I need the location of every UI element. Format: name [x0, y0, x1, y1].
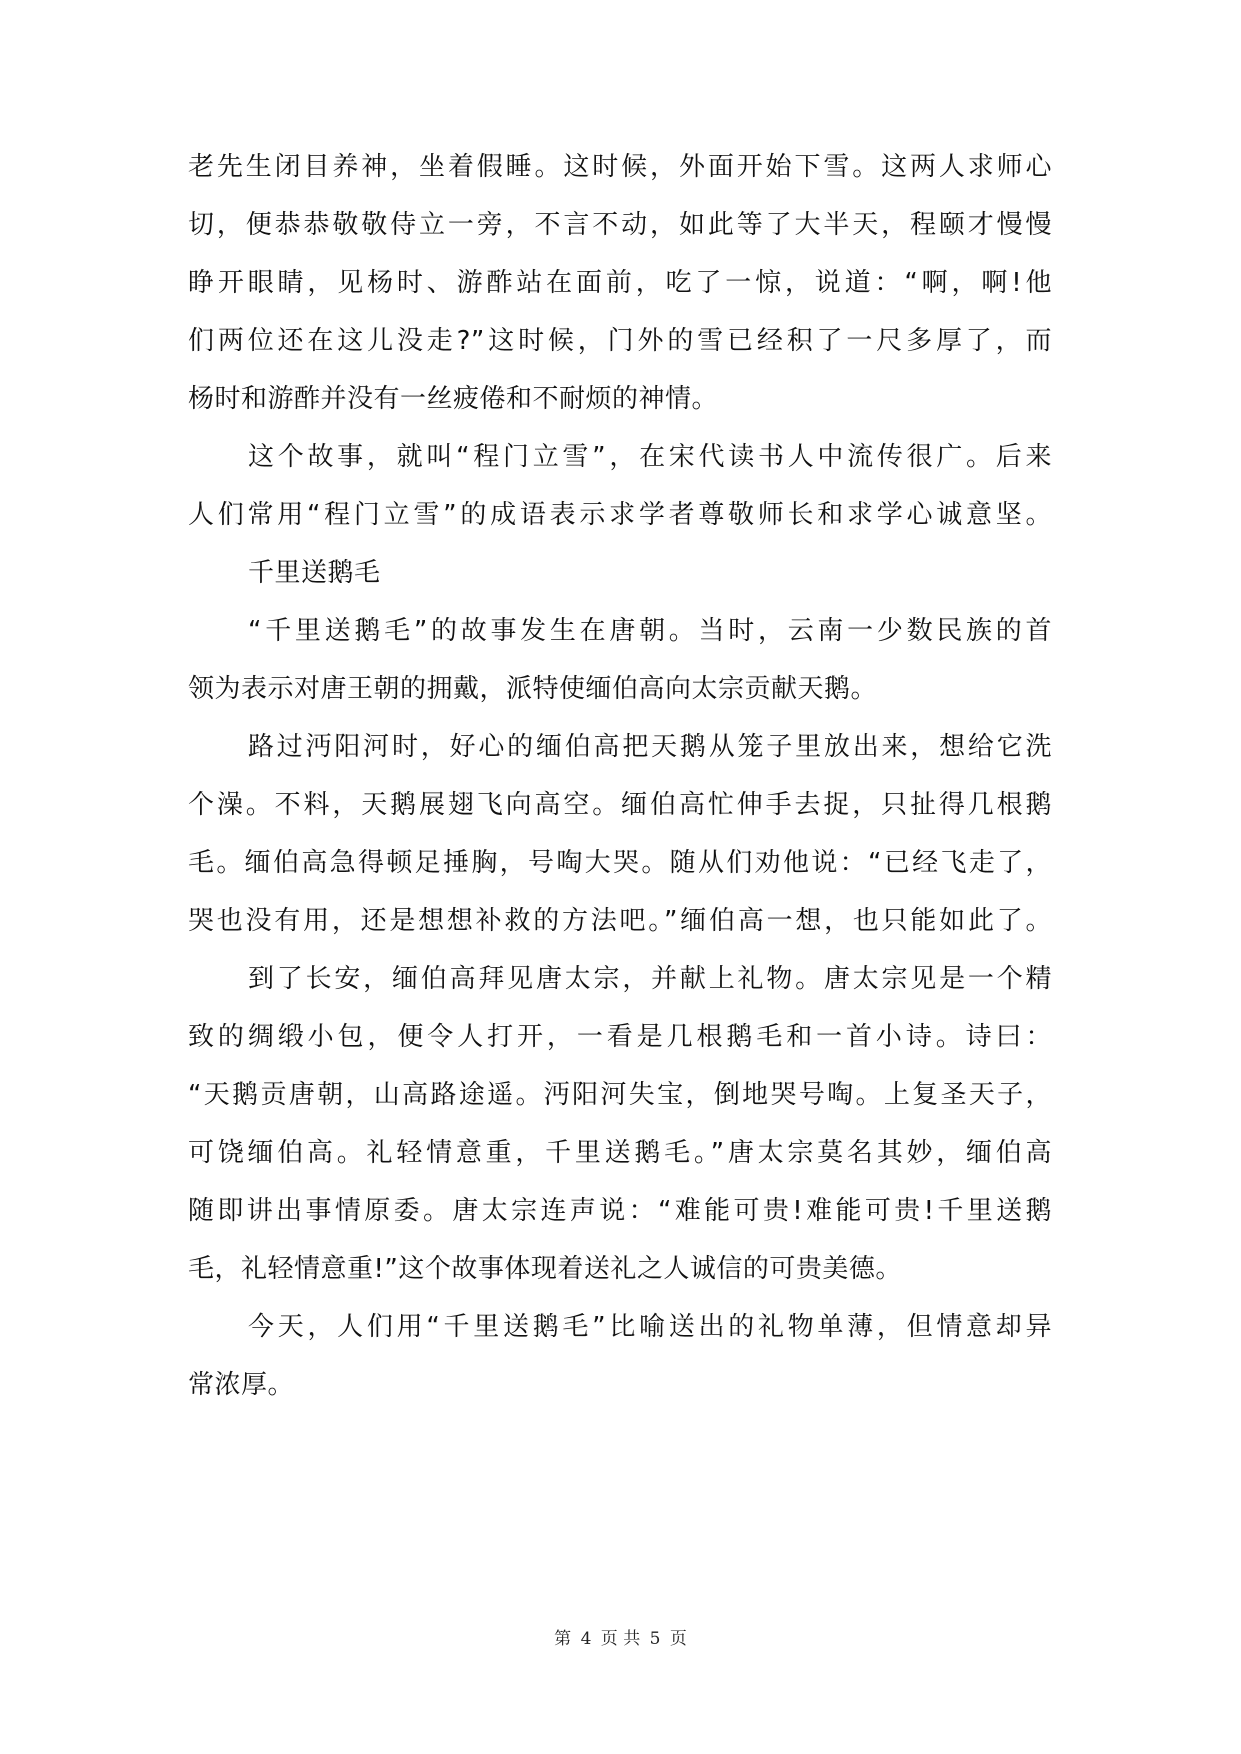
text-line: 们两位还在这儿没走?”这时候，门外的雪已经积了一尺多厚了，而: [188, 326, 1052, 356]
text-line: 杨时和游酢并没有一丝疲倦和不耐烦的神情。: [188, 384, 719, 414]
text-line: 致的绸缎小包，便令人打开，一看是几根鹅毛和一首小诗。诗曰：: [188, 1022, 1052, 1052]
section-heading: 千里送鹅毛: [248, 558, 381, 588]
text-line: “千里送鹅毛”的故事发生在唐朝。当时，云南一少数民族的首: [248, 616, 1052, 646]
footer-total-pages: 5: [649, 1629, 661, 1649]
text-line: 领为表示对唐王朝的拥戴，派特使缅伯高向太宗贡献天鹅。: [188, 674, 878, 704]
text-line: 路过沔阳河时，好心的缅伯高把天鹅从笼子里放出来，想给它洗: [248, 732, 1052, 762]
footer-middle: 页 共: [600, 1629, 641, 1649]
text-line: “天鹅贡唐朝，山高路途遥。沔阳河失宝，倒地哭号啕。上复圣天子，: [188, 1080, 1052, 1110]
text-line: 随即讲出事情原委。唐太宗连声说：“难能可贵!难能可贵!千里送鹅: [188, 1196, 1052, 1226]
text-line: 人们常用“程门立雪”的成语表示求学者尊敬师长和求学心诚意坚。: [188, 500, 1052, 530]
text-line: 切，便恭恭敬敬侍立一旁，不言不动，如此等了大半天，程颐才慢慢: [188, 210, 1052, 240]
footer-suffix: 页: [669, 1629, 687, 1649]
text-line: 哭也没有用，还是想想补救的方法吧。”缅伯高一想，也只能如此了。: [188, 906, 1052, 936]
text-line: 可饶缅伯高。礼轻情意重，千里送鹅毛。”唐太宗莫名其妙，缅伯高: [188, 1138, 1052, 1168]
text-line: 到了长安，缅伯高拜见唐太宗，并献上礼物。唐太宗见是一个精: [248, 964, 1052, 994]
footer-prefix: 第: [554, 1629, 572, 1649]
text-line: 个澡。不料，天鹅展翅飞向高空。缅伯高忙伸手去捉，只扯得几根鹅: [188, 790, 1052, 820]
text-line: 老先生闭目养神，坐着假睡。这时候，外面开始下雪。这两人求师心: [188, 152, 1052, 182]
text-line: 睁开眼睛，见杨时、游酢站在面前，吃了一惊，说道：“啊，啊!他: [188, 268, 1052, 298]
text-line: 毛，礼轻情意重!”这个故事体现着送礼之人诚信的可贵美德。: [188, 1254, 902, 1284]
text-line: 这个故事，就叫“程门立雪”，在宋代读书人中流传很广。后来: [248, 442, 1052, 472]
text-line: 常浓厚。: [188, 1370, 295, 1400]
footer-page-number: 4: [580, 1629, 592, 1649]
text-line: 今天，人们用“千里送鹅毛”比喻送出的礼物单薄，但情意却异: [248, 1312, 1052, 1342]
page-footer: [0, 1624, 1241, 1649]
text-line: 毛。缅伯高急得顿足捶胸，号啕大哭。随从们劝他说：“已经飞走了，: [188, 848, 1052, 878]
